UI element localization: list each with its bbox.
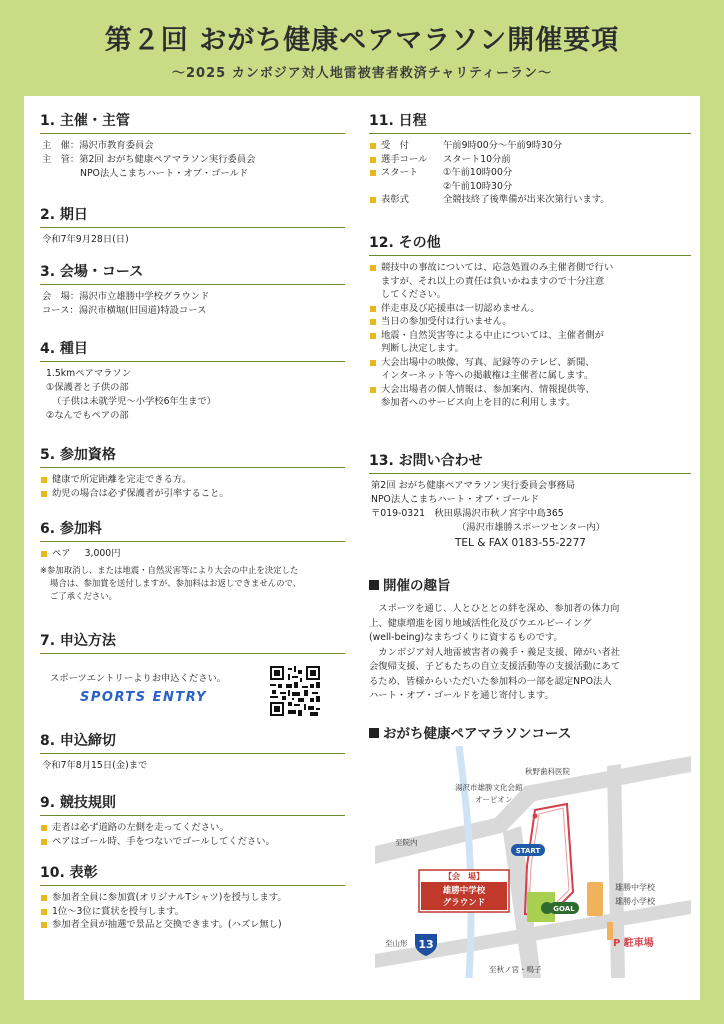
event-line: （子供は未就学児～小学校6年生まで） bbox=[52, 396, 216, 407]
hall-marker bbox=[533, 814, 538, 819]
hall2-label: オービオン bbox=[475, 795, 513, 804]
schedule-key: スタート bbox=[381, 167, 419, 178]
section-organizer bbox=[40, 110, 345, 181]
contact-line: 〒019-0321 秋田県湯沢市秋ノ宮字中島365 bbox=[371, 508, 564, 519]
venue-name-1: 雄勝中学校 bbox=[442, 886, 486, 896]
bullet-line: 大会出場者の個人情報は、参加案内、情報提供等、 bbox=[381, 383, 595, 395]
bullet-line: 地震・自然災害等による中止については、主催者側が bbox=[381, 329, 604, 341]
section-purpose bbox=[369, 574, 691, 704]
fee-value: 3,000円 bbox=[84, 548, 121, 559]
para-line: スポーツを通じ、人とひととの絆を深め、参加者の体力向 bbox=[378, 603, 620, 614]
to-innai-label: 至院内 bbox=[395, 838, 418, 847]
contact-block bbox=[369, 479, 691, 550]
section-schedule bbox=[369, 110, 691, 207]
event-line: ②なんでもペアの部 bbox=[46, 410, 129, 421]
bullet-line: インターネット等への掲載権は主催者に属します。 bbox=[381, 370, 594, 381]
clinic-label: 秋野歯科医院 bbox=[525, 767, 570, 776]
bullet-line: してください。 bbox=[381, 289, 447, 300]
section-contact bbox=[369, 450, 691, 550]
organizer-row bbox=[42, 139, 345, 153]
schedule-value: 午前9時00分～午前9時30分 bbox=[443, 140, 563, 151]
bullet-item: 参加者全員が抽選で景品と交換できます。(ハズレ無し) bbox=[40, 918, 345, 932]
page-title: 第２回 おがち健康ペアマラソン開催要項 bbox=[104, 25, 620, 56]
bullet-line: 競技中の事故については、応急処置のみ主催者側で行い bbox=[381, 262, 614, 273]
venue-row bbox=[42, 290, 345, 304]
note-line: ご了承ください。 bbox=[50, 590, 117, 601]
bullet-item: 参加者全員に参加賞(オリジナルTシャツ)を授与します。 bbox=[40, 891, 345, 905]
row-key: 会 場： bbox=[42, 291, 80, 302]
section-title: 5. 参加資格 bbox=[40, 444, 345, 468]
section-awards bbox=[40, 862, 345, 932]
section-rules bbox=[40, 792, 345, 848]
event-line: 1.5kmペアマラソン bbox=[46, 368, 132, 379]
fee-note bbox=[40, 564, 345, 603]
purpose-body bbox=[369, 602, 691, 704]
event-line: ①保護者と子供の部 bbox=[46, 382, 129, 393]
row-value: NPO法人こまちハート・オブ・ゴールド bbox=[80, 168, 249, 179]
school-building bbox=[587, 882, 603, 916]
bullet-item bbox=[369, 261, 691, 302]
fee-label: ペア bbox=[52, 548, 71, 559]
schedule-value: ①午前10時00分 bbox=[443, 167, 513, 178]
section-title: 10. 表彰 bbox=[40, 862, 345, 886]
row-key: コース： bbox=[42, 305, 79, 316]
parking-label: P 駐車場 bbox=[613, 938, 654, 949]
para-line: 会復帰支援、子どもたちの自立支援活動等の支援活動にあて bbox=[369, 661, 621, 672]
contact-line: （湯沢市雄勝スポーツセンター内） bbox=[457, 522, 606, 533]
row-value: 湯沢市立雄勝中学校グラウンド bbox=[79, 291, 210, 302]
bullet-item bbox=[369, 302, 691, 316]
bullet-line: 判断し決定します。 bbox=[381, 343, 464, 354]
section-application bbox=[40, 630, 345, 710]
bullet-item: 健康で所定距離を完走できる方。 bbox=[40, 473, 345, 487]
purpose-paragraph bbox=[369, 646, 691, 704]
venue-name-2: グラウンド bbox=[442, 898, 486, 908]
application-text: スポーツエントリーよりお申込ください。 bbox=[50, 673, 227, 684]
hall-label: 湯沢市雄勝文化会館 bbox=[455, 783, 523, 792]
row-value: 第2回 おがち健康ペアマラソン実行委員会 bbox=[79, 154, 256, 165]
bullet-line: 当日の参加受付は行いません。 bbox=[381, 316, 512, 327]
bullet-item bbox=[369, 383, 691, 410]
bullet-line: 参加者へのサービス向上を目的に利用します。 bbox=[381, 397, 576, 408]
square-bullet-icon bbox=[369, 728, 379, 738]
school-label-2: 雄勝小学校 bbox=[615, 897, 655, 906]
row-key: 主 催： bbox=[42, 140, 80, 151]
schedule-rows bbox=[369, 139, 691, 207]
section-venue bbox=[40, 261, 345, 318]
section-course bbox=[369, 722, 691, 742]
course-map bbox=[375, 746, 691, 978]
schedule-row bbox=[369, 153, 691, 167]
section-title: 11. 日程 bbox=[369, 110, 691, 134]
square-bullet-icon bbox=[369, 580, 379, 590]
para-line: カンボジア対人地雷被害者の義手・義足支援、障がい者社 bbox=[378, 646, 621, 658]
school-label-1: 雄勝中学校 bbox=[615, 883, 655, 892]
purpose-title bbox=[369, 574, 691, 594]
qr-code-icon[interactable] bbox=[270, 666, 320, 716]
fee-item bbox=[40, 547, 345, 561]
section-date bbox=[40, 204, 345, 247]
row-value: 湯沢市教育委員会 bbox=[79, 140, 154, 151]
sports-entry-logo[interactable]: SPORTS ENTRY bbox=[80, 690, 207, 705]
section-title: 12. その他 bbox=[369, 232, 691, 256]
to-akinomiya-label: 至秋ノ宮・鳴子 bbox=[489, 965, 542, 974]
section-title: 6. 参加料 bbox=[40, 518, 345, 542]
bullet-line: 伴走車及び応援車は一切認めません。 bbox=[381, 302, 540, 314]
bullet-item: 1位～3位に賞状を授与します。 bbox=[40, 905, 345, 919]
schedule-row bbox=[369, 166, 691, 180]
bullet-item: 走者は必ず道路の左側を走ってください。 bbox=[40, 821, 345, 835]
schedule-value: 全競技終了後準備が出来次第行います。 bbox=[443, 194, 610, 205]
bullet-line: ますが、それ以上の責任は負いかねますので十分注意 bbox=[381, 275, 605, 287]
note-line: ※参加取消し、または地震・自然災害等により大会の中止を決定した bbox=[40, 564, 299, 575]
purpose-paragraph bbox=[369, 602, 691, 646]
schedule-value: スタート10分前 bbox=[443, 153, 511, 165]
to-yamagata-label: 至山形 bbox=[385, 939, 408, 948]
content-panel bbox=[24, 96, 700, 1000]
para-line: 上、健康増進を図り地域活性化及びウエルビーイング bbox=[369, 617, 592, 629]
header bbox=[0, 0, 724, 96]
section-other bbox=[369, 232, 691, 410]
page-subtitle: ～2025 カンボジア対人地雷被害者救済チャリティーラン～ bbox=[171, 66, 553, 81]
section-title: 7. 申込方法 bbox=[40, 630, 345, 654]
section-title: 9. 競技規則 bbox=[40, 792, 345, 816]
schedule-row bbox=[369, 180, 691, 194]
route-number: 13 bbox=[418, 938, 434, 951]
section-fee bbox=[40, 518, 345, 603]
section-title: 8. 申込締切 bbox=[40, 730, 345, 754]
bullet-item bbox=[369, 315, 691, 329]
venue-row bbox=[42, 304, 345, 318]
event-list bbox=[40, 367, 345, 423]
goal-label: GOAL bbox=[553, 905, 575, 913]
section-events bbox=[40, 338, 345, 423]
section-title: 3. 会場・コース bbox=[40, 261, 345, 285]
contact-line: NPO法人こまちハート・オブ・ゴールド bbox=[371, 494, 540, 505]
note-line: 場合は、参加賞を送付しますが、参加料はお返しできませんので、 bbox=[50, 577, 302, 588]
course-title-text: おがち健康ペアマラソンコース bbox=[383, 726, 572, 742]
bullet-item bbox=[369, 356, 691, 383]
section-title: 2. 期日 bbox=[40, 204, 345, 228]
schedule-key: 表彰式 bbox=[381, 194, 409, 205]
para-line: るため、皆様からいただいた参加料の一部を認定NPO法人 bbox=[369, 675, 612, 687]
section-title: 4. 種目 bbox=[40, 338, 345, 362]
purpose-title-text: 開催の趣旨 bbox=[383, 578, 451, 594]
section-eligibility bbox=[40, 444, 345, 500]
venue-tag: 【会 場】 bbox=[444, 872, 484, 881]
schedule-key: 受 付 bbox=[381, 140, 409, 151]
section-title: 1. 主催・主管 bbox=[40, 110, 345, 134]
row-value: 湯沢市横堀(旧国道)特設コース bbox=[78, 305, 207, 316]
organizer-row bbox=[42, 153, 345, 167]
bullet-item bbox=[369, 329, 691, 356]
course-title bbox=[369, 722, 691, 742]
event-date: 令和7年9月28日(日) bbox=[42, 234, 129, 245]
start-label: START bbox=[515, 847, 541, 855]
row-key: 主 管： bbox=[42, 154, 80, 165]
contact-phone: TEL & FAX 0183-55-2277 bbox=[455, 537, 586, 549]
bullet-item: ペアはゴール時、手をつないでゴールしてください。 bbox=[40, 835, 345, 849]
section-title: 13. お問い合わせ bbox=[369, 450, 691, 474]
deadline-date: 令和7年8月15日(金)まで bbox=[42, 760, 148, 771]
schedule-row bbox=[369, 193, 691, 207]
para-line: (well-being)なまちづくりに資するものです。 bbox=[369, 632, 563, 643]
schedule-value: ②午前10時30分 bbox=[443, 180, 513, 192]
schedule-row bbox=[369, 139, 691, 153]
schedule-key: 選手コール bbox=[381, 153, 428, 165]
organizer-rows bbox=[40, 139, 345, 181]
section-deadline bbox=[40, 730, 345, 773]
bullet-line: 大会出場中の映像、写真、記録等のテレビ、新聞、 bbox=[381, 356, 595, 368]
bullet-item: 幼児の場合は必ず保護者が引率すること。 bbox=[40, 487, 345, 501]
para-line: ハート・オブ・ゴールドを通じ寄付します。 bbox=[369, 690, 554, 701]
organizer-row bbox=[42, 167, 345, 181]
contact-line: 第2回 おがち健康ペアマラソン実行委員会事務局 bbox=[371, 480, 576, 491]
venue-rows bbox=[40, 290, 345, 318]
